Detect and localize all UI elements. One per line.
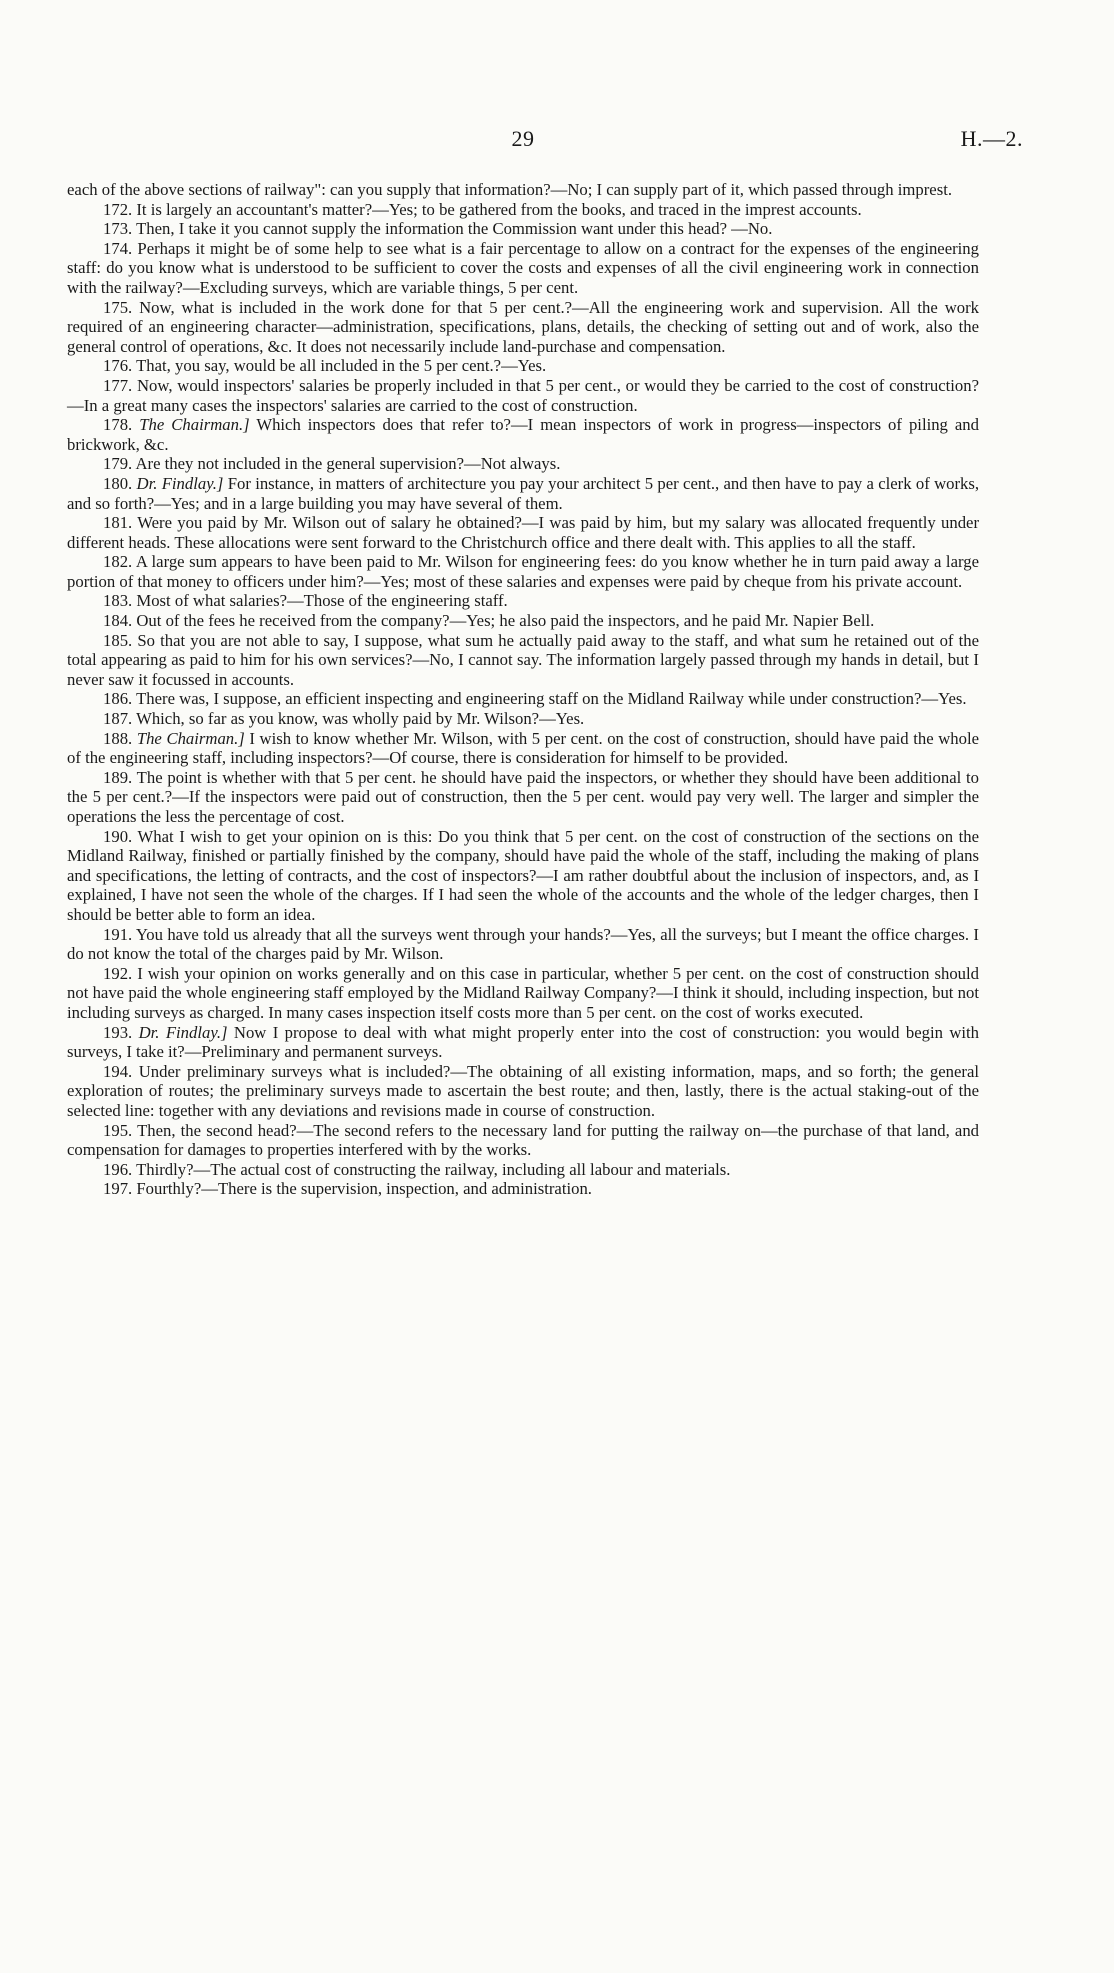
testimony-paragraph [67, 298, 979, 357]
testimony-paragraph [67, 925, 979, 964]
speaker-label: The Chairman.] [139, 415, 250, 435]
testimony-paragraph [67, 611, 979, 631]
question-number: 196. [103, 1159, 133, 1179]
testimony-paragraph [67, 709, 979, 729]
testimony-paragraph [67, 729, 979, 768]
question-number: 182. [103, 552, 133, 572]
question-number: 173. [103, 219, 133, 239]
page-number: 29 [511, 126, 535, 151]
testimony-paragraph [67, 200, 979, 220]
testimony-paragraph [67, 827, 979, 925]
paragraph-text: Perhaps it might be of some help to see what is a fair percentage to allow on a contract for the expenses of the engineering staff: do you know what is understood to be sufficient to cover the costs and expenses of all the civil engineering work in connection with the railway?—Excluding surveys, which are variable things, 5 per cent. [67, 238, 979, 297]
paragraph-text: Fourthly?—There is the supervision, inspection, and administration. [136, 1179, 592, 1199]
paragraph-text: You have told us already that all the surveys went through your hands?—Yes, all the surveys; but I meant the office charges. I do not know the total of the charges paid by Mr. Wilson. [67, 924, 979, 964]
paragraph-text: The point is whether with that 5 per cent. he should have paid the inspectors, or whether they should have been additional to the 5 per cent.?—If the inspectors were paid out of construction, then the 5 per cent. would pay very well. The larger and simpler the operations the less the percentage of cost. [67, 767, 979, 826]
question-number: 181. [103, 513, 133, 533]
testimony-paragraph [67, 356, 979, 376]
testimony-paragraph [67, 415, 979, 454]
paragraph-text: What I wish to get your opinion on is this: Do you think that 5 per cent. on the cost of construction of the sections on the Midland Railway, finished or partially finished by the company, should have paid the whole of the staff, including the making of plans and specifications, the letting of contracts, and the cost of inspectors?—I am rather doubtful about the inclusion of inspectors, and, as I explained, I have not seen the whole of the charges. If I had seen the whole of the accounts and the whole of the ledger charges, then I should be better able to form an idea. [67, 826, 979, 924]
paragraph-text: So that you are not able to say, I suppose, what sum he actually paid away to the staff, and what sum he retained out of the total appearing as paid to him for his own services?—No, I cannot say. The information largely passed through my hands in detail, but I never saw it focussed in accounts. [67, 630, 980, 689]
paragraph-text: Then, I take it you cannot supply the information the Commission want under this head? —No. [136, 219, 773, 239]
paragraph-text: Out of the fees he received from the company?—Yes; he also paid the inspectors, and he paid Mr. Napier Bell. [136, 611, 875, 631]
paragraph-text: For instance, in matters of architecture you pay your architect 5 per cent., and then have to pay a clerk of works, and so forth?—Yes; and in a large building you may have several of them. [67, 473, 980, 513]
paragraph-text: Now I propose to deal with what might properly enter into the cost of construction: you would begin with surveys, I take it?—Preliminary and permanent surveys. [67, 1022, 980, 1062]
paragraph-text: each of the above sections of railway": can you supply that information?—No; I can supply part of it, which passed through imprest. [67, 180, 952, 199]
speaker-label: The Chairman.] [136, 728, 245, 748]
testimony-paragraph [67, 1121, 979, 1160]
question-number: 184. [103, 611, 133, 631]
body-text [67, 180, 979, 1199]
question-number: 180. [103, 473, 133, 493]
question-number: 191. [103, 924, 133, 944]
testimony-paragraph [67, 1062, 979, 1121]
document-reference: H.—2. [960, 126, 1023, 151]
question-number: 197. [103, 1179, 133, 1199]
paragraph-text: Which, so far as you know, was wholly paid by Mr. Wilson?—Yes. [136, 709, 585, 729]
question-number: 189. [103, 767, 133, 787]
paragraph-text: Then, the second head?—The second refers to the necessary land for putting the railway on—the purchase of that land, and compensation for damages to properties interfered with by the works. [67, 1120, 980, 1160]
testimony-paragraph [67, 689, 979, 709]
question-number: 190. [103, 826, 133, 846]
paragraph-text: That, you say, would be all included in the 5 per cent.?—Yes. [136, 356, 547, 376]
question-number: 177. [103, 375, 133, 395]
paragraph-text: Now, what is included in the work done for that 5 per cent.?—All the engineering work and supervision. All the work required of an engineering character—administration, specifications, plans, details, the checking of setting out and of work, also the general control of operations, &c. It does not necessarily include land-purchase and compensation. [67, 297, 979, 356]
question-number: 174. [103, 238, 133, 258]
testimony-paragraph [67, 964, 979, 1023]
paragraph-text: Which inspectors does that refer to?—I mean inspectors of work in progress—inspectors of piling and brickwork, &c. [67, 415, 979, 454]
testimony-paragraph [67, 474, 979, 513]
testimony-paragraph [67, 376, 979, 415]
testimony-paragraph [67, 1023, 979, 1062]
question-number: 183. [103, 591, 133, 611]
question-number: 179. [103, 454, 133, 474]
testimony-paragraph [67, 1179, 979, 1199]
question-number: 178. [103, 415, 133, 435]
testimony-paragraph [67, 180, 979, 200]
question-number: 175. [103, 297, 133, 317]
question-number: 187. [103, 709, 133, 729]
testimony-paragraph [67, 631, 979, 690]
question-number: 193. [103, 1022, 133, 1042]
speaker-label: Dr. Findlay.] [136, 473, 224, 493]
paragraph-text: I wish to know whether Mr. Wilson, with 5 per cent. on the cost of construction, should have paid the whole of the engineering staff, including inspectors?—Of course, there is consideration for himself to be provided. [67, 728, 980, 768]
paragraph-text: Now, would inspectors' salaries be properly included in that 5 per cent., or would they be carried to the cost of construction?—In a great many cases the inspectors' salaries are carried to the cost of construction. [67, 375, 979, 415]
testimony-paragraph [67, 768, 979, 827]
paragraph-text: Were you paid by Mr. Wilson out of salary he obtained?—I was paid by him, but my salary was allocated frequently under different heads. These allocations were sent forward to the Christchurch office and there dealt with. This applies to all the staff. [67, 513, 979, 552]
paragraph-text: Under preliminary surveys what is included?—The obtaining of all existing information, maps, and so forth; the general exploration of routes; the preliminary surveys made to ascertain the best route; and then, lastly, there is the actual staking-out of the selected line: together with any deviations and revisions made in course of construction. [67, 1061, 980, 1120]
paragraph-text: I wish your opinion on works generally and on this case in particular, whether 5 per cent. on the cost of construction should not have paid the whole engineering staff employed by the Midland Railway Company?—I think it should, including inspection, but not including surveys as charged. In many cases inspection itself costs more than 5 per cent. on the cost of works executed. [67, 963, 980, 1022]
testimony-paragraph [67, 239, 979, 298]
paragraph-text: It is largely an accountant's matter?—Yes; to be gathered from the books, and traced in the imprest accounts. [136, 199, 862, 219]
paragraph-text: There was, I suppose, an efficient inspecting and engineering staff on the Midland Railway while under construction?—Yes. [136, 689, 967, 709]
testimony-paragraph [67, 454, 979, 474]
paragraph-text: Most of what salaries?—Those of the engineering staff. [136, 591, 508, 611]
testimony-paragraph [67, 1160, 979, 1180]
question-number: 176. [103, 356, 133, 376]
question-number: 192. [103, 963, 133, 983]
question-number: 194. [103, 1061, 133, 1081]
paragraph-text: Thirdly?—The actual cost of constructing the railway, including all labour and materials. [136, 1159, 731, 1179]
paragraph-text: A large sum appears to have been paid to Mr. Wilson for engineering fees: do you know whether he in turn paid away a large portion of that money to officers under him?—Yes; most of these salaries and expenses were paid by cheque from his private account. [67, 552, 979, 591]
speaker-label: Dr. Findlay.] [138, 1022, 228, 1042]
question-number: 186. [103, 689, 133, 709]
question-number: 172. [103, 199, 133, 219]
question-number: 185. [103, 630, 133, 650]
testimony-paragraph [67, 591, 979, 611]
testimony-paragraph [67, 552, 979, 591]
paragraph-text: Are they not included in the general supervision?—Not always. [135, 454, 561, 474]
question-number: 188. [103, 728, 133, 748]
question-number: 195. [103, 1120, 133, 1140]
testimony-paragraph [67, 219, 979, 239]
testimony-paragraph [67, 513, 979, 552]
